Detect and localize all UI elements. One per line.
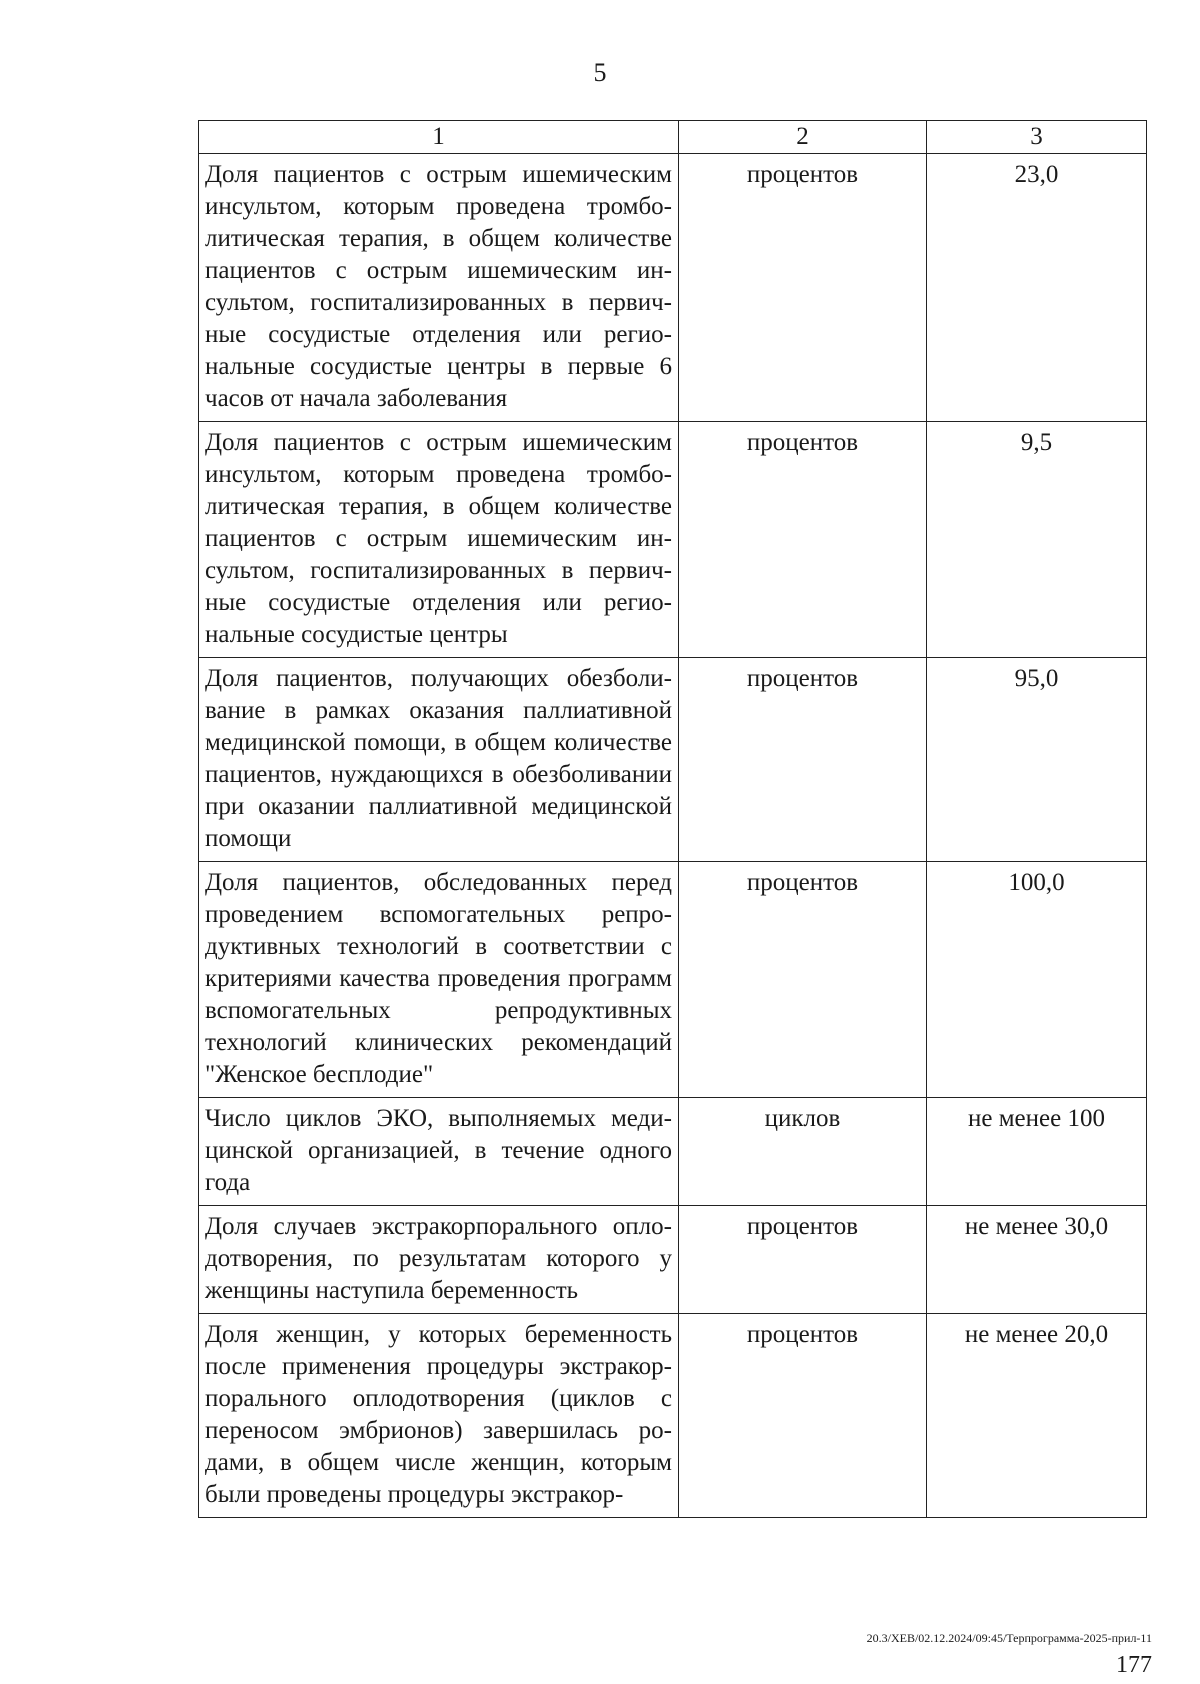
table-row — [199, 422, 1147, 658]
indicator-unit: процентов — [679, 154, 927, 422]
indicator-value: не менее 20,0 — [927, 1314, 1147, 1518]
indicator-description: Доля пациентов, обследованных перед проведением вспомогательных репродуктивных технологий в соответствии с критериями качества проведения программ вспомогательных репродуктивных технологий клинических рекомендаций "Женское бесплодие" — [199, 862, 679, 1098]
indicator-unit: циклов — [679, 1098, 927, 1206]
indicator-unit: процентов — [679, 1314, 927, 1518]
table-header-row — [199, 121, 1147, 154]
document-code: 20.3/ХЕВ/02.12.2024/09:45/Терпрограмма-2025-прил-11 — [866, 1631, 1152, 1645]
indicator-unit: процентов — [679, 862, 927, 1098]
table-row — [199, 658, 1147, 862]
indicator-description: Доля случаев экстракорпорального оплодотворения, по результатам которого у женщины наступила беременность — [199, 1206, 679, 1314]
indicator-value: не менее 100 — [927, 1098, 1147, 1206]
table-row — [199, 1206, 1147, 1314]
column-header: 3 — [927, 121, 1147, 154]
indicator-value: 100,0 — [927, 862, 1147, 1098]
column-header: 2 — [679, 121, 927, 154]
indicator-description: Доля пациентов, получающих обезболивание в рамках оказания паллиативной медицинской помощи, в общем количестве пациентов, нуждающихся в обезболивании при оказании паллиативной медицинской помощи — [199, 658, 679, 862]
indicator-table — [198, 120, 1147, 1518]
table-row — [199, 154, 1147, 422]
indicator-value: 9,5 — [927, 422, 1147, 658]
column-header: 1 — [199, 121, 679, 154]
indicator-value: 23,0 — [927, 154, 1147, 422]
indicator-value: не менее 30,0 — [927, 1206, 1147, 1314]
footer-page-number: 177 — [1116, 1652, 1152, 1678]
indicator-unit: процентов — [679, 422, 927, 658]
indicator-unit: процентов — [679, 658, 927, 862]
indicator-description: Доля женщин, у которых беременность после применения процедуры экстракорпорального оплодотворения (циклов с переносом эмбрионов) завершилась родами, в общем числе женщин, которым были проведены процедуры экстракор- — [199, 1314, 679, 1518]
page-number: 5 — [593, 58, 607, 87]
indicator-description: Доля пациентов с острым ишемическим инсультом, которым проведена тромболитическая терапия, в общем количестве пациентов с острым ишемическим инсультом, госпитализированных в первичные сосудистые отделения или региональные сосудистые центры в первые 6 часов от начала заболевания — [199, 154, 679, 422]
indicator-unit: процентов — [679, 1206, 927, 1314]
table-row — [199, 1314, 1147, 1518]
indicator-value: 95,0 — [927, 658, 1147, 862]
indicator-description: Доля пациентов с острым ишемическим инсультом, которым проведена тромболитическая терапия, в общем количестве пациентов с острым ишемическим инсультом, госпитализированных в первичные сосудистые отделения или региональные сосудистые центры — [199, 422, 679, 658]
table-row — [199, 862, 1147, 1098]
indicator-description: Число циклов ЭКО, выполняемых медицинской организацией, в течение одного года — [199, 1098, 679, 1206]
table-row — [199, 1098, 1147, 1206]
